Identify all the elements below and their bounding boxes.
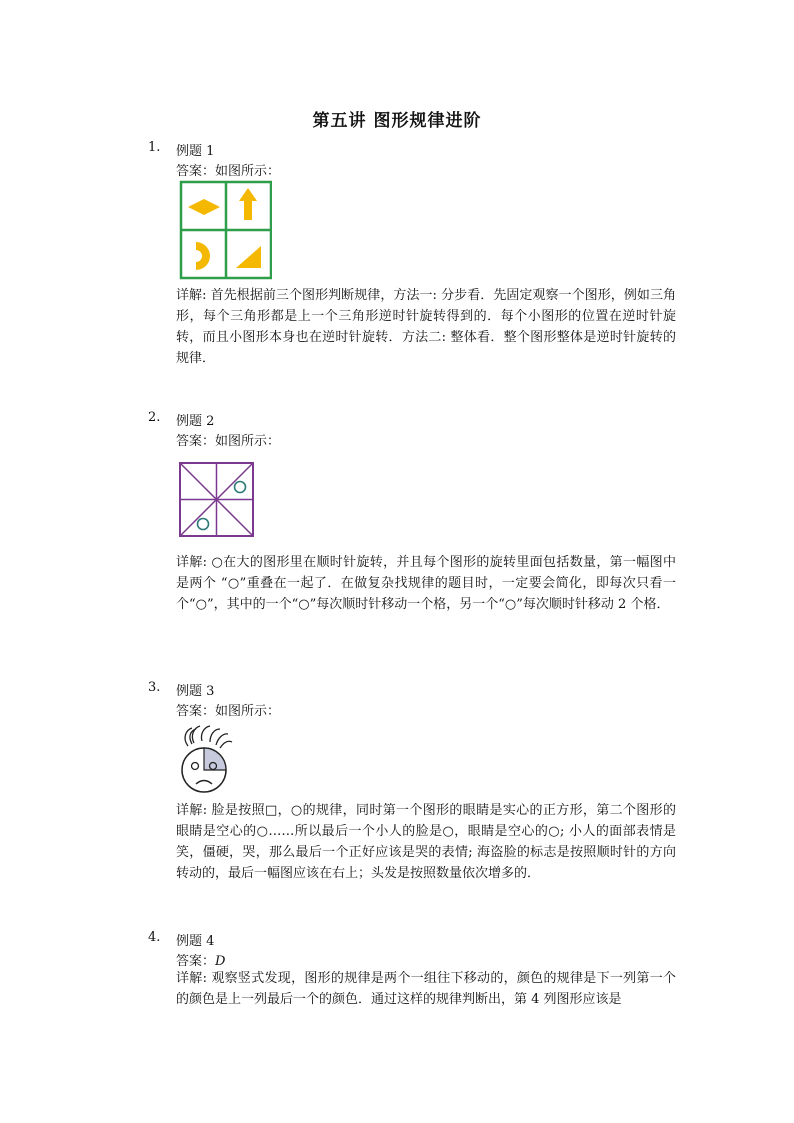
- example-heading: 例题 1: [176, 144, 215, 159]
- pirate-face-figure: [176, 724, 236, 796]
- page-title: 第五讲 图形规律进阶: [312, 111, 482, 131]
- rotation-grid-figure: [176, 180, 272, 280]
- hair-strands: [185, 726, 232, 748]
- example-heading: 例题 3: [176, 684, 215, 699]
- detail-paragraph: 详解: 脸是按照□，○的规律，同时第一个图形的眼睛是实心的正方形，第二个图形的眼睛是空心的○……所以最后一个小人的脸是○，眼睛是空心的○; 小人的面部表情是笑，僵硬，哭，那么最后一个正好应该是哭的表情; 海盗脸的标志是按照顺时针的方向转动的，最后一幅图应该在右上；头发是按照数量依次增多的．: [176, 803, 676, 881]
- rhombus-shape: [188, 199, 220, 215]
- answer-line: 答案：如图所示：: [176, 164, 281, 179]
- detail-paragraph: 详解: ○在大的图形里在顺时针旋转，并且每个图形的旋转里面包括数量，第一幅图中是两个 “○”重叠在一起了．在做复杂找规律的题目时，一定要会简化，即每次只看一个“○”，其中的一个“○”每次顺时针移动一个格，另一个“○”每次顺时针移动 2 个格．: [176, 555, 676, 612]
- answer-value: D: [215, 954, 226, 969]
- circle-marker: [235, 482, 246, 493]
- circle-marker: [198, 519, 209, 530]
- answer-line: 答案：如图所示：: [176, 704, 281, 719]
- item-number: 2.: [148, 410, 161, 425]
- pirate-patch: [204, 748, 226, 770]
- item-number: 1.: [148, 140, 161, 155]
- item-number: 4.: [148, 930, 161, 945]
- detail-paragraph: 详解: 观察竖式发现，图形的规律是两个一组往下移动的，颜色的规律是下一列第一个的颜色是上一列最后一个的颜色．通过这样的规律判断出，第 4 列图形应该是: [176, 971, 676, 1007]
- octant-square-figure: [176, 460, 256, 540]
- detail-paragraph: 详解: 首先根据前三个图形判断规律，方法一: 分步看．先固定观察一个图形，例如三角形，每个三角形都是上一个三角形逆时针旋转得到的．每个小图形的位置在逆时针旋转，而且小图形本身也在逆时针旋转．方法二: 整体看．整个图形整体是逆时针旋转的规律．: [176, 288, 676, 366]
- answer-line: [176, 950, 225, 969]
- semicircle-shape: [196, 242, 210, 270]
- item-number: 3.: [148, 680, 161, 695]
- example-heading: 例题 4: [176, 934, 215, 949]
- triangle-shape: [236, 246, 261, 268]
- answer-prefix: 答案：: [176, 954, 216, 969]
- arrow-shape: [239, 188, 257, 220]
- answer-line: 答案：如图所示：: [176, 434, 281, 449]
- example-heading: 例题 2: [176, 414, 215, 429]
